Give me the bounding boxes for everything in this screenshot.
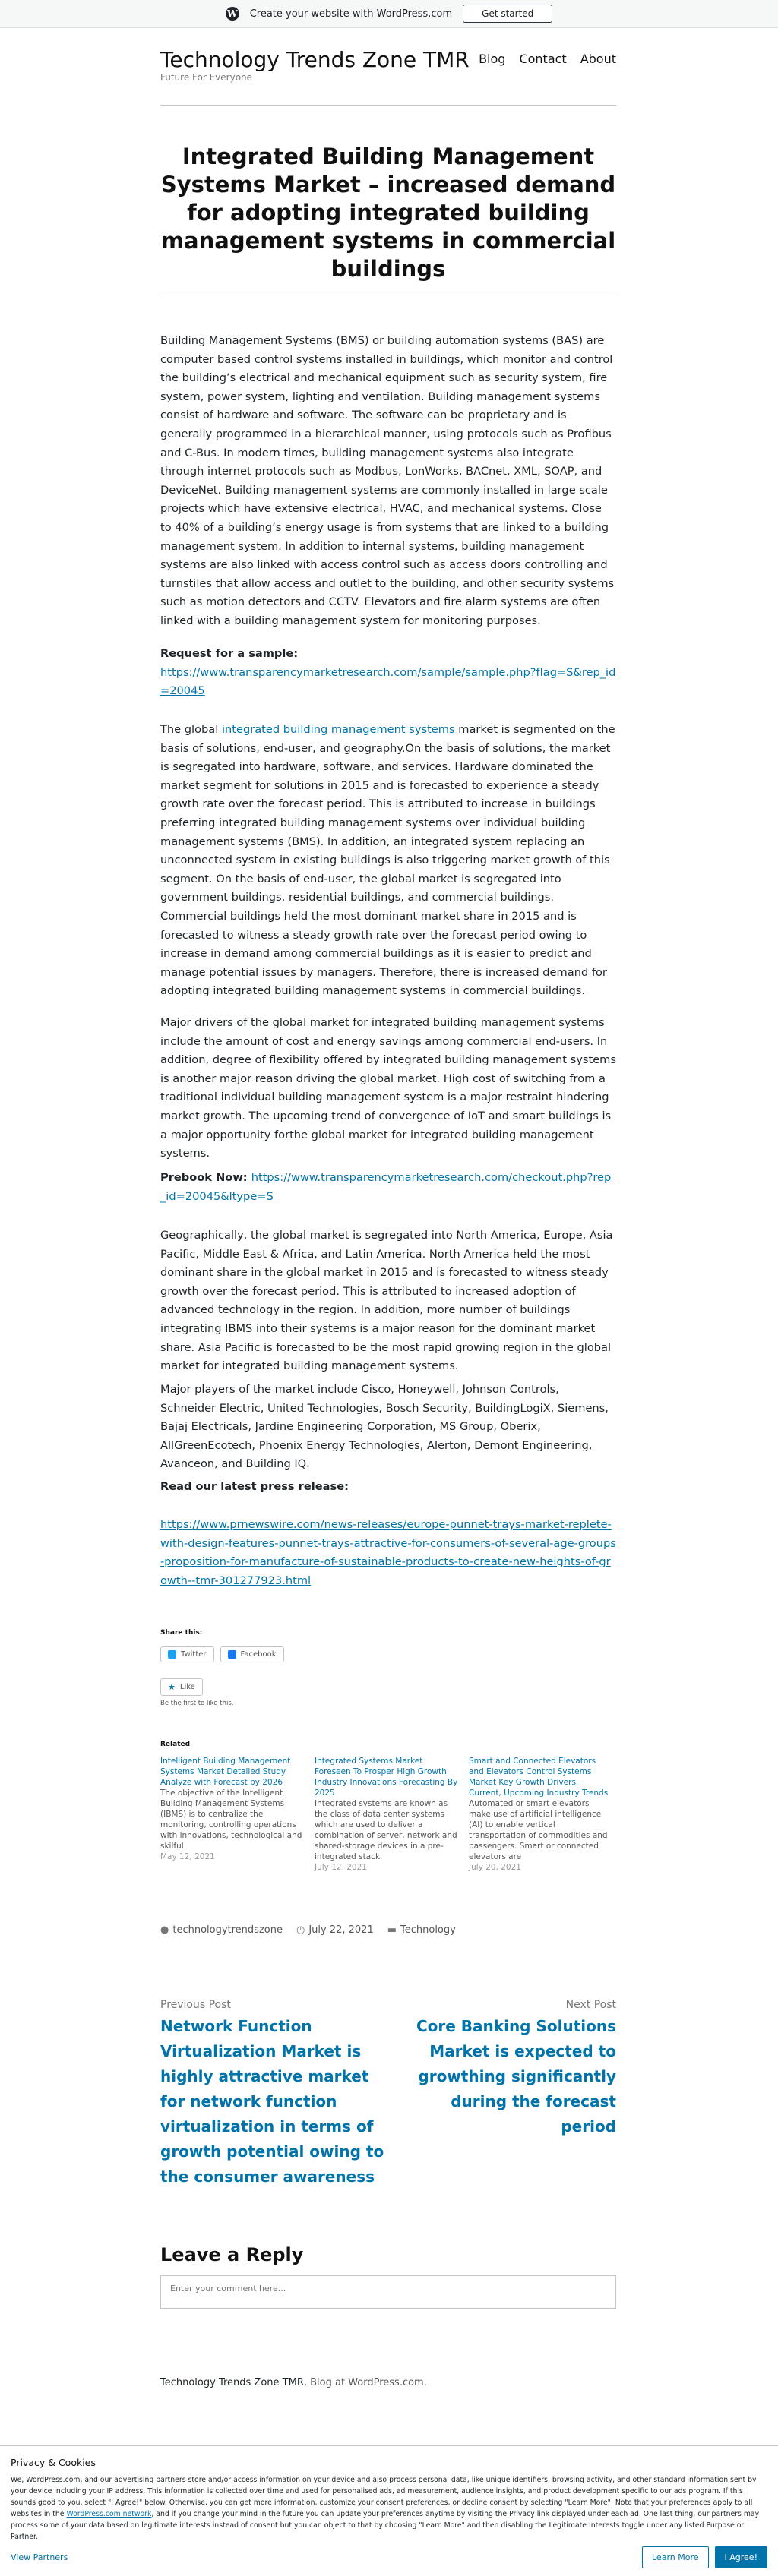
agree-button[interactable]: I Agree! <box>715 2546 767 2568</box>
post-date[interactable] <box>296 1924 374 1936</box>
like-note: Be the first to like this. <box>160 1700 234 1707</box>
paragraph-intro: Building Management Systems (BMS) or building automation systems (BAS) are computer based control systems installed in buildings, which monitor and control the building’s electrical and mechanical equipment such as security system, fire system, power system, lighting and ventilation. Building management systems consist of hardware and software. The software can be proprietary and is generally programmed in a hierarchical manner, using protocols such as Profibus and C-Bus. In modern times, building management systems also integrate through internet protocols such as Modbus, LonWorks, BACnet, XML, SOAP, and DeviceNet. Building management systems are commonly installed in large scale projects which have extensive electrical, HVAC, and mechanical systems. Close to 40% of a building’s energy usage is from systems that are linked to a building management system. In addition to internal systems, building management systems are also linked with access control such as access doors controlling and turnstiles that allow access and outlet to the building, and other security systems such as motion detectors and CCTV. Elevators and fire alarm systems are often linked with a building management system for monitoring purposes. <box>160 334 615 627</box>
prebook-label: Prebook Now: <box>160 1171 251 1184</box>
related-post <box>315 1756 459 1873</box>
clock-icon: ◷ <box>296 1924 305 1936</box>
share-twitter-label: Twitter <box>181 1650 207 1659</box>
post-author-label: technologytrendszone <box>172 1924 283 1936</box>
share-twitter-button[interactable] <box>160 1646 214 1662</box>
related-posts <box>160 1756 616 1872</box>
share-heading: Share this: <box>160 1629 203 1637</box>
folder-icon: ▬ <box>387 1924 397 1936</box>
paragraph-geography: Geographically, the global market is segregated into North America, Europe, Asia Pacific, Middle East & Africa, and Latin America. North America held the most dominant share in the global market in 2015 and is forecasted to witness steady growth over the forecast period. This is attributed to increased adoption of advanced technology in the region. In addition, more number of buildings integrating IBMS into their systems is a major reason for the dominant market share. Asia Pacific is forecasted to be the most rapid growing region in the global market for integrated building management systems. <box>160 1229 613 1373</box>
segmentation-text: market is segmented on the basis of solutions, end-user, and geography.On the basis of solutions, the market is segregated into hardware, software, and services. Hardware dominated the market segment for solutions in 2015 and is forecasted to experience a steady growth rate over the forecast period. This is attributed to increase in buildings preferring integrated building management systems over individual building management systems (BMS). In addition, an integrated system replacing an unconnected system in existing buildings is also triggering market growth of this segment. On the basis of end-user, the global market is segregated into government buildings, residential buildings, and commercial buildings. Commercial buildings held the most dominant market share in 2015 and is forecasted to witness a steady growth rate over the forecast period owing to increase in demand among commercial buildings as it is easier to predict and manage potential issues by managers. Therefore, there is increased demand for adopting integrated building management systems in commercial buildings. <box>160 723 615 998</box>
footer-site-link[interactable]: Technology Trends Zone TMR <box>160 2377 304 2388</box>
post-meta <box>160 1924 616 1936</box>
share-facebook-label: Facebook <box>240 1650 277 1659</box>
wordpress-promo-bar <box>0 0 778 28</box>
previous-post-title[interactable]: Network Function Virtualization Market is highly attractive market for network function virtualization in terms of growth potential owing to the consumer awareness <box>160 2017 384 2186</box>
view-partners-link[interactable]: View Partners <box>11 2552 68 2562</box>
learn-more-button[interactable]: Learn More <box>642 2546 709 2568</box>
cookie-text <box>11 2474 767 2543</box>
related-post-excerpt: The objective of the Intelligent Building Management Systems (IBMS) is to centralize the monitoring, controlling operations with innovations, technological and skilful <box>160 1788 302 1851</box>
related-post-excerpt: Integrated systems are known as the class of data center systems which are used to deliver a combination of server, network and shared-storage devices in a pre-integrated stack. <box>315 1799 457 1861</box>
post-navigation <box>160 1999 616 2186</box>
sample-link[interactable]: https://www.transparencymarketresearch.com/sample/sample.php?flag=S&rep_id=20045 <box>160 665 616 698</box>
next-post-label: Next Post <box>565 1999 616 2011</box>
next-post-title[interactable]: Core Banking Solutions Market is expected to growthing significantly during the forecast period <box>416 2017 616 2136</box>
post-category[interactable] <box>387 1924 456 1936</box>
header-divider <box>160 105 616 106</box>
related-post-excerpt: Automated or smart elevators make use of artificial intelligence (AI) to enable vertical transportation of commodities and passengers. Smart or connected elevators are <box>469 1799 608 1861</box>
facebook-icon <box>228 1650 236 1659</box>
like-button[interactable] <box>160 1678 203 1696</box>
related-post-title[interactable]: Smart and Connected Elevators and Elevators Control Systems Market Key Growth Drivers, Current, Upcoming Industry Trends <box>469 1757 609 1798</box>
site-title[interactable]: Technology Trends Zone TMR <box>160 47 470 72</box>
nav-item-contact[interactable]: Contact <box>519 52 567 66</box>
ibms-link[interactable]: integrated building management systems <box>221 723 455 736</box>
related-post-date: July 12, 2021 <box>315 1863 367 1872</box>
person-icon: ● <box>160 1924 169 1936</box>
nav-item-blog[interactable]: Blog <box>479 52 506 66</box>
like-label: Like <box>179 1683 195 1691</box>
press-release-link[interactable]: https://www.prnewswire.com/news-releases/europe-punnet-trays-market-replete-with-design-features-punnet-trays-attractive-for-consumers-of-several-age-groups-proposition-for-manufacture-of-sustainable-products-to-create-new-heights-of-growth--tmr-301277923.html <box>160 1518 616 1587</box>
main-nav <box>479 52 616 66</box>
footer-wordpress-link[interactable]: Blog at WordPress.com. <box>310 2377 427 2388</box>
prebook-link[interactable]: https://www.transparencymarketresearch.com/checkout.php?rep_id=20045&ltype=S <box>160 1171 612 1203</box>
press-label: Read our latest press release: <box>160 1480 349 1493</box>
paragraph-segmentation <box>160 721 616 1001</box>
paragraph-players: Major players of the market include Cisco, Honeywell, Johnson Controls, Schneider Electric, United Technologies, Bosch Security, BuildingLogiX, Siemens, Bajaj Electricals, Jardine Engineering Corporation, MS Group, Oberix, AllGreenEcotech, Phoenix Energy Technologies, Alerton, Demont Engineering, Avanceon, and Building IQ. <box>160 1383 609 1471</box>
related-post-date: May 12, 2021 <box>160 1852 215 1861</box>
previous-post[interactable] <box>160 1999 396 2189</box>
related-post-title[interactable]: Intelligent Building Management Systems Market Detailed Study Analyze with Forecast by 2026 <box>160 1757 291 1787</box>
post-author[interactable] <box>160 1924 283 1936</box>
cookie-title: Privacy & Cookies <box>11 2457 96 2468</box>
cookie-text-start: We, WordPress.com, and our advertising partners store and/or access information on your device and also process personal data, like unique identifiers, browsing activity, and other standard information sent by your device including your IP address. This information is collected over time and used for personalised ads, ad measurement, audience insights, and product development specific to our ads program. If this sounds good to you, select "I Agree!" below. Otherwise, you can get more information, customize your consent preferences, or decline consent by selecting "Learn More". Note that your preferences apply to all websites in the <box>11 2476 757 2518</box>
share-buttons <box>160 1646 616 1662</box>
get-started-button[interactable]: Get started <box>463 5 552 23</box>
nav-item-about[interactable]: About <box>580 52 616 66</box>
wordpress-logo-icon: W <box>226 7 239 21</box>
cookie-banner <box>0 2445 778 2576</box>
paragraph-drivers: Major drivers of the global market for integrated building management systems include the amount of cost and energy savings among commercial end-users. In addition, degree of flexibility offered by integrated building management systems is another major reason driving the global market. High cost of switching from a traditional individual building management system is a major restraint hindering market growth. The upcoming trend of convergence of IoT and smart buildings is a major opportunity forthe global market for integrated building management systems. <box>160 1016 617 1160</box>
cookie-actions <box>11 2546 767 2568</box>
like-widget <box>160 1678 616 1707</box>
segmentation-prefix: The global <box>160 723 222 736</box>
cookie-text-end: , and if you change your mind in the future you can update your preferences anytime by visiting the Privacy link displayed under each ad. One last thing, our partners may process some of your data based on legitimate interests instead of consent but you can object to that by choosing "Learn More" and then disabling the Legitimate Interests toggle under any listed Purpose or Partner. <box>11 2510 760 2541</box>
related-post <box>469 1756 613 1873</box>
comment-input[interactable]: Enter your comment here... <box>160 2275 616 2309</box>
wordpress-promo-text[interactable]: Create your website with WordPress.com <box>249 8 453 20</box>
previous-post-label: Previous Post <box>160 1999 231 2011</box>
post-date-label: July 22, 2021 <box>308 1924 374 1936</box>
twitter-icon <box>168 1650 176 1659</box>
post-category-label: Technology <box>400 1924 456 1936</box>
related-post-date: July 20, 2021 <box>469 1863 521 1872</box>
sample-label: Request for a sample: <box>160 647 299 660</box>
related-heading: Related <box>160 1741 191 1748</box>
next-post[interactable] <box>400 1999 616 2139</box>
star-icon: ★ <box>168 1682 176 1692</box>
reply-title: Leave a Reply <box>160 2244 304 2265</box>
related-post <box>160 1756 305 1862</box>
wordpress-network-link[interactable]: WordPress.com network <box>66 2510 152 2518</box>
post-title: Integrated Building Management Systems Market – increased demand for adopting integrated building management systems in commercial buildings <box>160 144 616 282</box>
site-tagline: Future For Everyone <box>160 72 253 83</box>
site-footer <box>160 2377 616 2388</box>
share-facebook-button[interactable] <box>220 1646 284 1662</box>
related-post-title[interactable]: Integrated Systems Market Foreseen To Prosper High Growth Industry Innovations Forecasting By 2025 <box>315 1757 458 1798</box>
footer-separator: , <box>303 2377 311 2388</box>
